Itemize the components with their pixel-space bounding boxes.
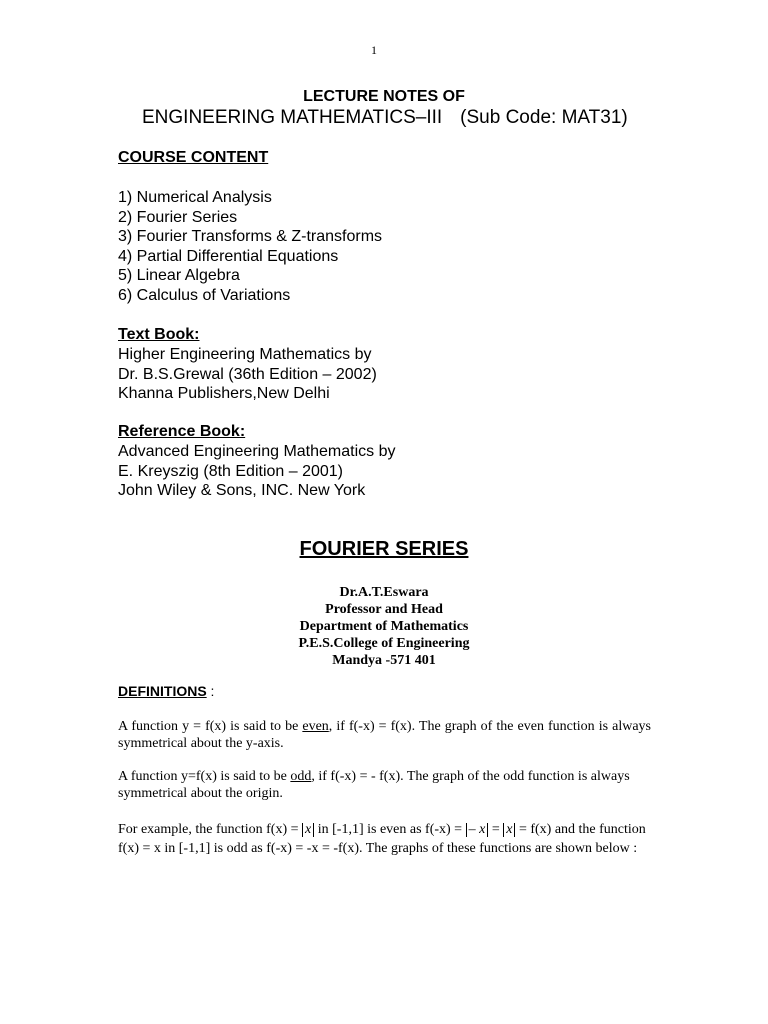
author-name: Dr.A.T.Eswara <box>339 585 429 600</box>
course-item: 4) Partial Differential Equations <box>118 247 339 265</box>
course-item: 6) Calculus of Variations <box>118 286 291 304</box>
text-book-heading: Text Book: <box>118 326 200 343</box>
odd-term: odd <box>290 769 312 784</box>
reference-book-line: John Wiley & Sons, INC. New York <box>118 482 366 500</box>
author-college: P.E.S.College of Engineering <box>298 636 470 651</box>
course-content-list <box>118 188 382 306</box>
definitions-heading: DEFINITIONS <box>118 683 207 699</box>
odd-function-paragraph: A function y=f(x) is said to be odd, if f(-x) = - f(x). The graph of the odd function is always symmetrical about the origin. <box>118 769 630 801</box>
course-item: 2) Fourier Series <box>118 208 238 226</box>
absolute-value-x: x <box>503 823 515 837</box>
example-paragraph: For example, the function f(x) = x in [-1,1] is even as f(-x) = – x = x = f(x) and the function f(x) = x in [-1,1] is odd as f(-x) = -x = -f(x). The graphs of these functions are shown below : <box>118 822 646 856</box>
reference-book-heading: Reference Book: <box>118 423 246 440</box>
author-position: Professor and Head <box>325 602 443 617</box>
section-title: FOURIER SERIES <box>299 538 469 560</box>
course-item: 1) Numerical Analysis <box>118 189 272 206</box>
sub-code: (Sub Code: MAT31) <box>460 107 628 128</box>
page-number: 1 <box>371 43 377 57</box>
author-department: Department of Mathematics <box>299 619 469 634</box>
text-book-line: Higher Engineering Mathematics by <box>118 346 372 363</box>
reference-book-line: Advanced Engineering Mathematics by <box>118 443 396 460</box>
reference-book-line: E. Kreyszig (8th Edition – 2001) <box>118 462 344 480</box>
text-book-line: Khanna Publishers,New Delhi <box>118 385 330 403</box>
lecture-notes-heading: LECTURE NOTES OF <box>303 88 465 105</box>
definitions-colon: : <box>206 683 215 699</box>
even-function-paragraph: A function y = f(x) is said to be even, if f(-x) = f(x). The graph of the even function is always symmetrical about the y-axis. <box>118 719 651 751</box>
definitions-heading-line <box>118 683 214 699</box>
text-book-line: Dr. B.S.Grewal (36th Edition – 2002) <box>118 365 377 383</box>
absolute-value-minus-x: – x <box>466 823 489 837</box>
even-term: even <box>302 719 329 734</box>
reference-book-details <box>118 442 396 501</box>
author-block <box>0 584 768 669</box>
course-title-line <box>142 107 628 129</box>
text-book-details <box>118 345 377 404</box>
author-location: Mandya -571 401 <box>332 653 436 668</box>
course-content-heading: COURSE CONTENT <box>118 149 269 166</box>
absolute-value-x: x <box>302 823 314 837</box>
course-item: 3) Fourier Transforms & Z-transforms <box>118 228 383 246</box>
course-title: ENGINEERING MATHEMATICS–III <box>142 107 443 128</box>
course-item: 5) Linear Algebra <box>118 267 240 285</box>
